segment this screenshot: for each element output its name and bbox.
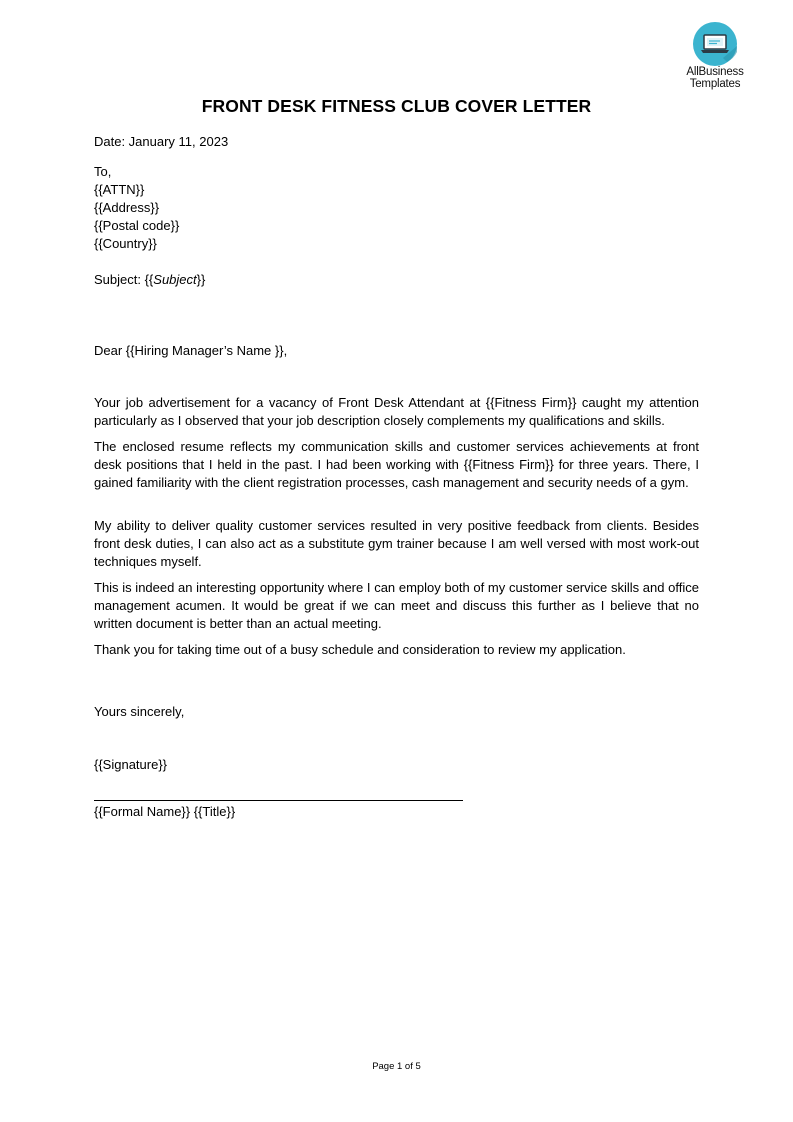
date-line: Date: January 11, 2023: [94, 134, 229, 149]
body-paragraph-2: The enclosed resume reflects my communication skills and customer services achievements at front desk positions that I held in the past. I had been working with {{Fitness Firm}} for three years. There, I gained familiarity with the client registration processes, cash management and security needs of a gym.: [94, 439, 699, 490]
recipient-country: {{Country}}: [94, 236, 157, 251]
logo-text-line2: Templates: [689, 78, 741, 90]
body-paragraph-3: My ability to deliver quality customer services resulted in very positive feedback from clients. Besides front desk duties, I can also act as a substitute gym trainer because I am well versed with most work-out techniques myself.: [94, 518, 699, 569]
subject-line: [94, 271, 205, 289]
laptop-icon: [693, 22, 737, 66]
salutation: Dear {{Hiring Manager’s Name }},: [94, 343, 288, 358]
logo-text-line1: AllBusiness: [686, 66, 744, 78]
allbusiness-templates-logo: [680, 22, 750, 90]
body-paragraph-5: Thank you for taking time out of a busy schedule and consideration to review my application.: [94, 642, 626, 657]
subject-label: Subject: {{: [94, 272, 154, 287]
page-number: Page 1 of 5: [372, 1061, 421, 1072]
body-paragraph-4: This is indeed an interesting opportunity where I can employ both of my customer service skills and office management acumen. It would be great if we can meet and discuss this further as I believe that no written document is better than an actual meeting.: [94, 580, 699, 631]
subject-close: }}: [196, 272, 206, 287]
document-title: FRONT DESK FITNESS CLUB COVER LETTER: [201, 96, 592, 116]
signature-placeholder: {{Signature}}: [94, 757, 168, 772]
subject-value: Subject: [153, 272, 197, 287]
recipient-postal-code: {{Postal code}}: [94, 218, 180, 233]
recipient-attn: {{ATTN}}: [94, 182, 145, 197]
formal-name-title: {{Formal Name}} {{Title}}: [94, 804, 236, 819]
recipient-to: To,: [94, 164, 112, 179]
recipient-address: {{Address}}: [94, 200, 160, 215]
body-paragraph-1: Your job advertisement for a vacancy of Front Desk Attendant at {{Fitness Firm}} caught my attention particularly as I observed that your job description closely complements my qualifications and skills.: [94, 395, 699, 428]
closing: Yours sincerely,: [94, 704, 185, 719]
signature-rule: [94, 800, 463, 801]
